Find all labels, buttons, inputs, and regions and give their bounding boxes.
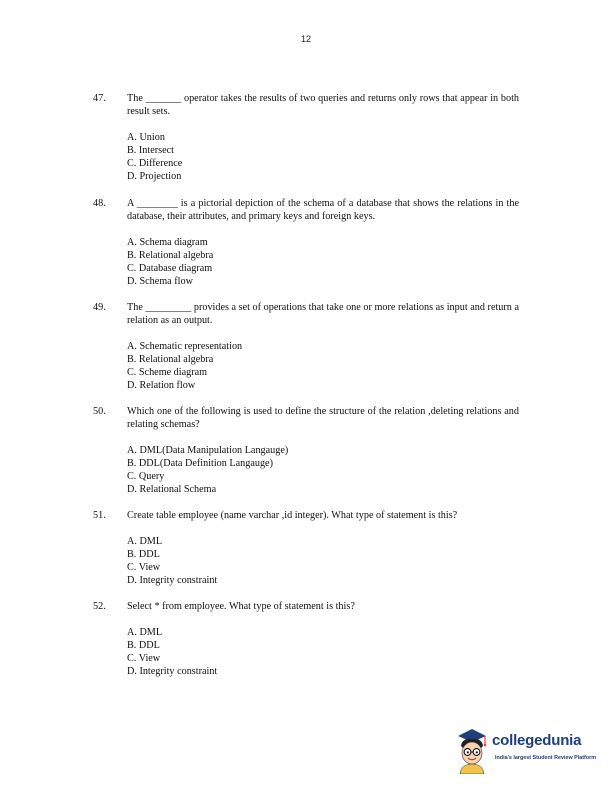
options-list (127, 444, 612, 496)
question-number: 51. (93, 510, 106, 521)
option-c: C. Scheme diagram (127, 367, 208, 378)
collegedunia-logo (452, 726, 602, 778)
option-b: B. DDL (127, 640, 160, 651)
page-number: 12 (300, 34, 311, 44)
option-c: C. View (127, 562, 161, 573)
logo-tagline: India's largest Student Review Platform (495, 755, 597, 761)
question-52 (0, 600, 612, 691)
question-text: Which one of the following is used to define the structure of the relation ,deleting relations and relating schemas? (127, 406, 519, 430)
question-text: Select * from employee. What type of statement is this? (127, 601, 355, 612)
question-number: 48. (93, 198, 106, 209)
option-a: A. DML (127, 627, 163, 638)
mascot-icon (452, 726, 492, 774)
option-c: C. View (127, 653, 161, 664)
option-a: A. Union (127, 132, 165, 143)
question-text: The _______ operator takes the results of two queries and returns only rows that appear in both result sets. (127, 93, 519, 117)
option-a: A. DML (127, 536, 163, 547)
option-a: A. Schema diagram (127, 237, 208, 248)
option-b: B. DDL(Data Definition Langauge) (127, 458, 273, 469)
question-number: 50. (93, 406, 106, 417)
option-c: C. Database diagram (127, 263, 213, 274)
option-b: B. Intersect (127, 145, 174, 156)
option-b: B. Relational algebra (127, 354, 214, 365)
question-47 (0, 92, 612, 197)
option-d: D. Relational Schema (127, 484, 217, 495)
logo-brand-text: collegedunia (492, 732, 582, 749)
option-c: C. Query (127, 471, 165, 482)
question-text: The _________ provides a set of operations that take one or more relations as input and return a relation as an output. (127, 302, 519, 326)
option-c: C. Difference (127, 158, 183, 169)
question-text: A ________ is a pictorial depiction of the schema of a database that shows the relations in the database, their attributes, and primary keys and foreign keys. (127, 198, 519, 222)
option-d: D. Integrity constraint (127, 575, 218, 586)
options-list (127, 626, 612, 678)
options-list (127, 131, 612, 183)
question-49 (0, 301, 612, 405)
options-list (127, 340, 612, 392)
option-d: D. Integrity constraint (127, 666, 218, 677)
question-list (0, 92, 612, 691)
option-a: A. Schematic representation (127, 341, 243, 352)
question-number: 52. (93, 601, 106, 612)
option-b: B. Relational algebra (127, 250, 214, 261)
question-50 (0, 405, 612, 509)
options-list (127, 535, 612, 587)
question-number: 47. (93, 93, 106, 104)
option-d: D. Projection (127, 171, 182, 182)
question-number: 49. (93, 302, 106, 313)
option-d: D. Schema flow (127, 276, 193, 287)
option-d: D. Relation flow (127, 380, 196, 391)
question-51 (0, 509, 612, 600)
options-list (127, 236, 612, 288)
option-b: B. DDL (127, 549, 160, 560)
option-a: A. DML(Data Manipulation Langauge) (127, 445, 289, 456)
question-text: Create table employee (name varchar ,id integer). What type of statement is this? (127, 510, 458, 521)
question-48 (0, 197, 612, 301)
